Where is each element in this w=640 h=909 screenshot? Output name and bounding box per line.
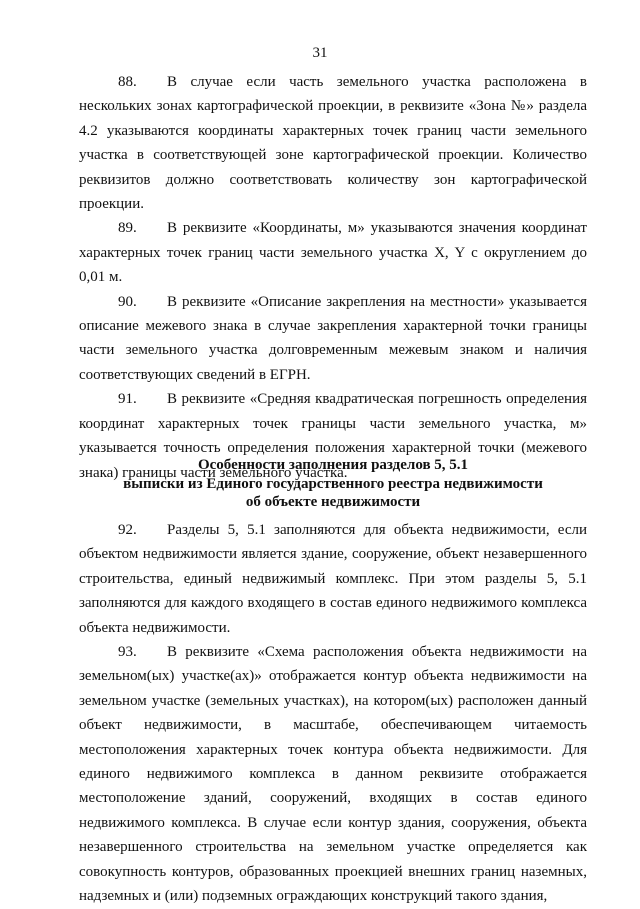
page-number: 31 — [312, 45, 328, 61]
paragraph-text: Разделы 5, 5.1 заполняются для объекта недвижимости, если объектом недвижимости является здание, сооружение, объект незавершенного строительства, единый недвижимый комплекс. При этом разделы 5, 5.1 заполняются для каждого входящего в состав единого недвижимого комплекса объекта недвижимости. — [79, 522, 587, 636]
paragraphs-top — [79, 70, 587, 485]
heading-line-3: об объекте недвижимости — [245, 494, 421, 510]
paragraph-number: 90. — [118, 293, 137, 310]
paragraphs-bottom — [79, 518, 587, 909]
paragraph-number: 91. — [118, 391, 137, 408]
paragraph-92 — [79, 518, 587, 640]
paragraph-number: 89. — [118, 220, 137, 237]
heading-line-2: выписки из Единого государственного реестра недвижимости — [123, 475, 543, 492]
paragraph-90 — [79, 290, 587, 388]
paragraph-93 — [79, 640, 587, 908]
paragraph-text: В реквизите «Координаты, м» указываются значения координат характерных точек границ части земельного участка X, Y с округлением до 0,01 м. — [79, 220, 587, 286]
paragraph-number: 93. — [118, 644, 137, 661]
paragraph-text: В реквизите «Средняя квадратическая погрешность определения координат характерных точек границы части земельного участка, м» указывается точность определения положения характерной точки (межевого знака) границы части земельного участка. — [79, 391, 587, 481]
paragraph-text: В реквизите «Схема расположения объекта недвижимости на земельном(ых) участке(ах)» отображается контур объекта недвижимости на земельном участке (земельных участках), на котором(ых) расположен данный объект недвижимости, в масштабе, обеспечивающем читаемость местоположения характерных точек контура объекта недвижимости. Для единого недвижимого комплекса в данном реквизите отображается местоположение зданий, сооружений, входящих в состав единого недвижимого комплекса. В случае если контур здания, сооружения, объекта незавершенного строительства на земельном участке определяется как совокупность контуров, образованных проекцией внешних границ наземных, надземных и (или) подземных ограждающих конструкций такого здания, — [79, 644, 587, 905]
paragraph-number: 88. — [118, 74, 137, 90]
paragraph-89 — [79, 216, 587, 289]
paragraph-88 — [79, 70, 587, 216]
paragraph-text: В реквизите «Описание закрепления на местности» указывается описание межевого знака в случае закрепления характерной точки границы части земельного участка долговременным межевым знаком и наличия соответствующих сведений в ЕГРН. — [79, 293, 587, 383]
paragraph-number: 92. — [118, 522, 137, 538]
section-heading — [79, 456, 587, 512]
heading-line-1: Особенности заполнения разделов 5, 5.1 — [197, 457, 469, 473]
paragraph-text: В случае если часть земельного участка расположена в нескольких зонах картографической проекции, в реквизите «Зона №» раздела 4.2 указываются координаты характерных точек границ части земельного участка в соответствующей зоне картографической проекции. Количество реквизитов должно соответствовать количеству зон картографической проекции. — [79, 74, 587, 213]
